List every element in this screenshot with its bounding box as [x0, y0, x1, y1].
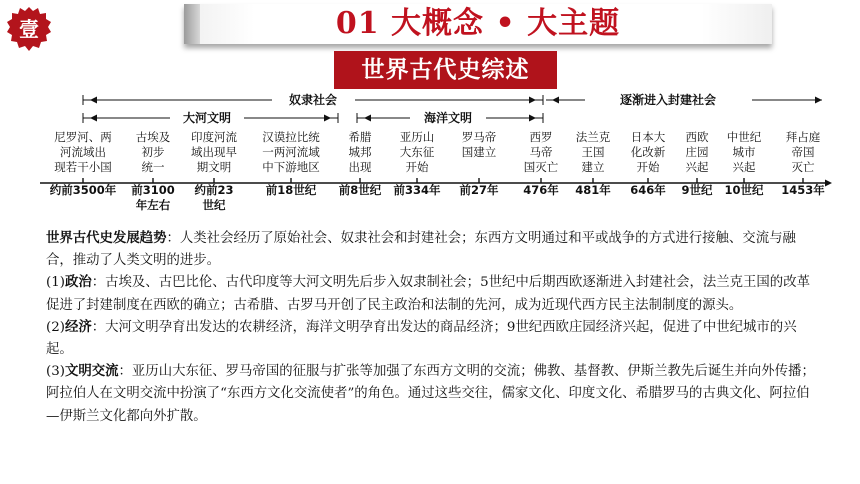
event-label: 帝国 [791, 145, 815, 159]
arrow-head [324, 115, 331, 122]
event-date: 前3100 [131, 183, 175, 197]
arrow-head [364, 115, 371, 122]
event-date: 前18世纪 [265, 183, 317, 197]
politics-paragraph [46, 272, 816, 316]
arrow-head [552, 97, 559, 104]
trend-paragraph [46, 228, 816, 272]
event-label: 西罗 [529, 130, 553, 144]
event-label: 希腊 [348, 130, 372, 144]
era-label-feudal: 逐渐进入封建社会 [619, 93, 717, 107]
arrow-head [529, 115, 536, 122]
event-label: 河流域出 [60, 145, 106, 159]
era-label-sea: 海洋文明 [423, 111, 473, 125]
exchange-num: (3) [46, 364, 65, 380]
event-label: 印度河流 [191, 130, 237, 144]
event-date: 前334年 [393, 183, 441, 197]
event-label: 城邦 [348, 145, 372, 159]
event-label: 尼罗河、两 [54, 130, 112, 144]
event-date: 年左右 [135, 198, 171, 212]
event-date: 约前3500年 [49, 183, 117, 197]
event-date: 前27年 [459, 183, 499, 197]
economy-label: 经济 [64, 319, 92, 335]
event-label: 古埃及 [135, 130, 171, 144]
event-label: 王国 [581, 145, 605, 159]
event-label: 罗马帝 [461, 130, 497, 144]
event-label: 兴起 [685, 160, 709, 174]
event-label: 西欧 [685, 130, 709, 144]
event-label: 一两河流域 [262, 145, 320, 159]
politics-num: (1) [46, 275, 65, 291]
exchange-label: 文明交流 [64, 364, 119, 380]
era-label-slave: 奴隶社会 [288, 93, 338, 107]
summary-text [46, 228, 816, 428]
event-label: 现若干小国 [54, 160, 112, 174]
section-subtitle: 世界古代史综述 [334, 51, 557, 89]
arrow-head [815, 97, 822, 104]
event-label: 庄园 [685, 145, 709, 159]
politics-text: ：古埃及、古巴比伦、古代印度等大河文明先后步入奴隶制社会；5世纪中后期西欧逐渐进入封建社会，法兰克王国的改革促进了封建制度在西欧的确立；古希腊、古罗马开创了民主政治和法制的先河，成为近现代西方民主法制制度的源头。 [46, 275, 810, 313]
event-label: 域出现早 [191, 145, 237, 159]
economy-text: ：大河文明孕育出发达的农耕经济，海洋文明孕育出发达的商品经济；9世纪西欧庄园经济兴起，促进了中世纪城市的兴起。 [46, 319, 797, 358]
event-date: 476年 [523, 183, 559, 197]
event-label: 初步 [141, 145, 165, 159]
page-title: 01 大概念 • 大主题 [335, 6, 621, 41]
event-label: 灭亡 [791, 160, 815, 174]
arrow-head [529, 97, 536, 104]
event-date: 481年 [575, 183, 611, 197]
event-label: 拜占庭 [785, 130, 821, 144]
trend-text: ：人类社会经历了原始社会、奴隶社会和封建社会；东西方文明通过和平或战争的方式进行接触、交流与融合，推动了人类文明的进步。 [46, 231, 796, 269]
arrow-head [90, 97, 97, 104]
era-label-river: 大河文明 [182, 111, 232, 125]
event-label: 国灭亡 [523, 160, 559, 174]
economy-num: (2) [46, 319, 65, 335]
event-label: 日本大 [630, 130, 666, 144]
event-label: 中下游地区 [262, 160, 320, 174]
event-label: 城市 [732, 145, 756, 159]
trend-label: 世界古代史发展趋势 [46, 231, 167, 246]
event-label: 国建立 [461, 145, 497, 159]
event-label: 法兰克 [575, 130, 611, 144]
event-label: 开始 [636, 160, 660, 174]
event-date: 约前23 [194, 183, 234, 197]
politics-label: 政治 [64, 275, 92, 291]
event-label: 期文明 [196, 160, 232, 174]
axis-arrow-icon [825, 180, 832, 187]
event-label: 统一 [141, 160, 165, 174]
event-label: 出现 [348, 160, 372, 174]
event-date: 1453年 [781, 183, 825, 197]
event-label: 建立 [581, 160, 605, 174]
badge-label: 壹 [19, 17, 39, 41]
event-label: 马帝 [529, 145, 553, 159]
event-date: 9世纪 [681, 183, 713, 197]
economy-paragraph [46, 317, 816, 361]
event-label: 大东征 [399, 145, 435, 159]
event-label: 亚历山 [399, 130, 435, 144]
exchange-paragraph [46, 361, 816, 428]
event-label: 开始 [405, 160, 429, 174]
event-label: 兴起 [732, 160, 756, 174]
event-date: 世纪 [202, 198, 226, 212]
event-label: 汉谟拉比统 [262, 130, 320, 144]
event-label: 中世纪 [726, 130, 762, 144]
event-date: 10世纪 [724, 183, 764, 197]
event-date: 前8世纪 [338, 183, 382, 197]
arrow-head [90, 115, 97, 122]
history-timeline [0, 0, 860, 228]
exchange-text: ：亚历山大东征、罗马帝国的征服与扩张等加强了东西方文明的交流；佛教、基督教、伊斯兰教先后诞生并向外传播；阿拉伯人在文明交流中扮演了“东西方文化交流使者”的角色。通过这些交往，儒家文化、印度文化、希腊罗马的古典文化、阿拉伯—伊斯兰文化都向外扩散。 [46, 364, 815, 424]
event-date: 646年 [630, 183, 666, 197]
event-label: 化改新 [630, 145, 666, 159]
